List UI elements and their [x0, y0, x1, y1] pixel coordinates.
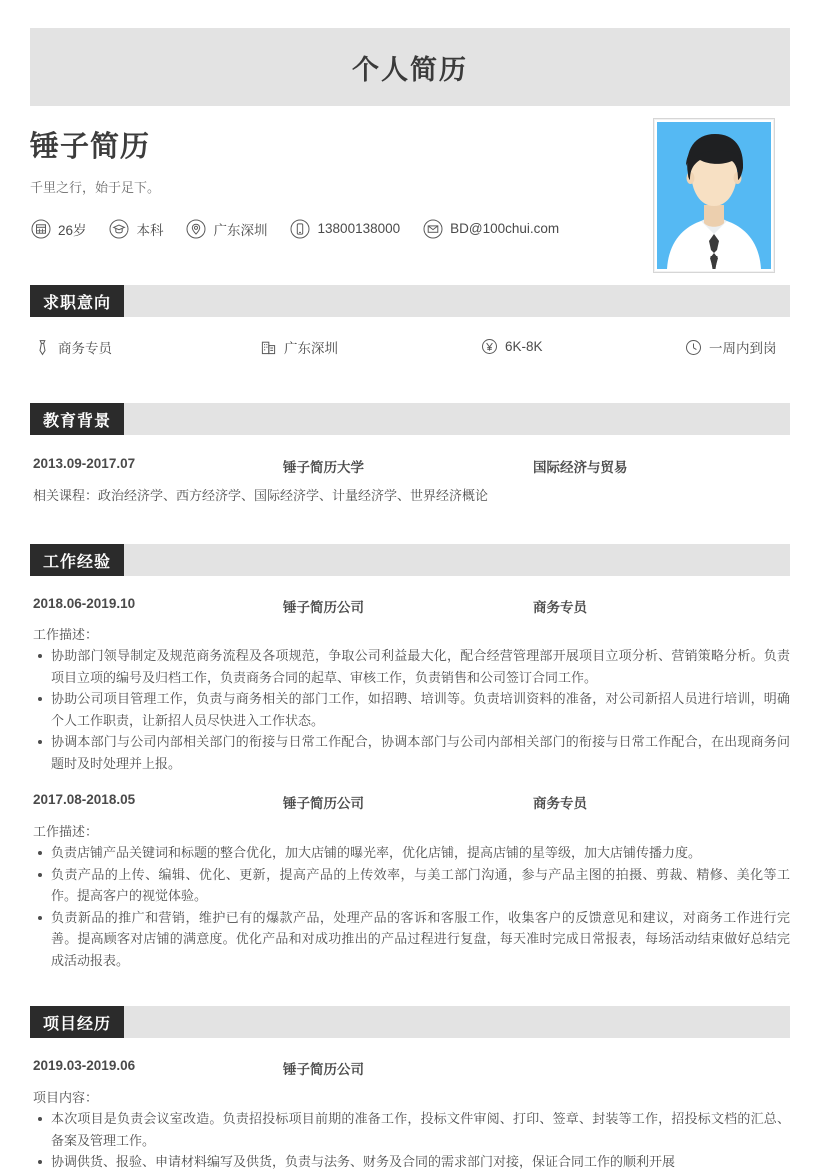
necktie-icon: [33, 338, 51, 356]
contact-value-age: 26岁: [58, 222, 87, 238]
project-desc-label: 项目内容：: [33, 1090, 99, 1105]
education-courses: 相关课程：政治经济学、西方经济学、国际经济学、计量经济学、世界经济概论: [33, 488, 489, 503]
list-item: 协助公司项目管理工作，负责与商务相关的部门工作，如招聘、培训等。负责培训资料的准备，对公司新招人员进行培训，明确个人工作职责，让新招人员尽快进入工作状态。: [33, 688, 790, 731]
work-role: 商务专员: [533, 600, 587, 615]
contact-value-degree: 本科: [136, 222, 164, 238]
phone-icon: [290, 218, 311, 239]
contact-item-location: [186, 218, 268, 239]
graduation-cap-icon: [109, 218, 130, 239]
list-item: 负责产品的上传、编辑、优化、更新，提高产品的上传效率，与美工部门沟通，参与产品主图的拍摄、剪裁、精修、美化等工作。提高客户的视觉体验。: [33, 864, 790, 907]
section-header-education: [30, 403, 790, 435]
education-entry-row: [33, 456, 790, 474]
work-role: 商务专员: [533, 796, 587, 811]
contact-item-phone: [290, 218, 401, 239]
education-major: 国际经济与贸易: [533, 460, 628, 475]
work-company: 锤子简历公司: [283, 796, 364, 811]
avatar: [653, 118, 775, 273]
education-school: 锤子简历大学: [283, 460, 364, 475]
list-item: 负责新品的推广和营销，维护已有的爆款产品，处理产品的客诉和客服工作，收集客户的反馈意见和建议，对商务工作进行完善。提高顾客对店铺的满意度。优化产品和对成功推出的产品过程进行复盘，每天准时完成日常报表，每场活动结束做好总结完成活动报表。: [33, 907, 790, 972]
contact-value-phone: 13800138000: [317, 221, 401, 236]
section-header-project: [30, 1006, 790, 1038]
avatar-image: [657, 122, 771, 269]
job-intention-city-label: 广东深圳: [284, 341, 338, 356]
work-desc-label: 工作描述：: [33, 824, 99, 839]
work-entry-row: [33, 596, 790, 614]
job-intention-salary: [480, 337, 543, 355]
job-intention-availability: [684, 337, 777, 357]
clock-icon: [684, 338, 702, 356]
job-intention-availability-label: 一周内到岗: [709, 341, 777, 356]
contact-row: [30, 218, 630, 239]
education-date: 2013.09-2017.07: [33, 456, 136, 471]
job-intention-city: [259, 337, 338, 357]
resume-title-banner: [30, 28, 790, 106]
list-item: 负责店铺产品关键词和标题的整合优化，加大店铺的曝光率，优化店铺，提高店铺的星等级，加大店铺传播力度。: [33, 842, 790, 864]
project-bullet-list: [33, 1108, 790, 1173]
section-header-work: [30, 544, 790, 576]
contact-item-degree: [109, 218, 164, 239]
contact-value-email: BD@100chui.com: [450, 221, 560, 236]
work-bullet-list: [33, 842, 790, 971]
section-header-job-intention: [30, 285, 790, 317]
contact-item-email: [422, 218, 559, 239]
work-entry-row: [33, 792, 790, 810]
project-company: 锤子简历公司: [283, 1062, 364, 1077]
work-company: 锤子简历公司: [283, 600, 364, 615]
project-date: 2019.03-2019.06: [33, 1058, 136, 1073]
building-icon: [259, 338, 277, 356]
page-title: 个人简历: [352, 54, 468, 85]
section-title-job-intention: 求职意向: [30, 285, 124, 317]
yen-coin-icon: [480, 337, 498, 355]
list-item: 协助部门领导制定及规范商务流程及各项规范，争取公司利益最大化，配合经营管理部开展项目立项分析、营销策略分析。负责项目立项的编号及归档工作，负责商务合同的起草、审核工作，负责销售和公司签订合同工作。: [33, 645, 790, 688]
work-desc-label: 工作描述：: [33, 627, 99, 642]
project-entry-row: [33, 1058, 790, 1076]
list-item: 协调本部门与公司内部相关部门的衔接与日常工作配合，协调本部门与公司内部相关部门的衔接与日常工作配合，在出现商务问题时及时处理并上报。: [33, 731, 790, 774]
candidate-tagline: 千里之行，始于足下。: [30, 180, 161, 195]
calendar-icon: [30, 218, 51, 239]
work-bullet-list: [33, 645, 790, 774]
candidate-name: 锤子简历: [30, 131, 151, 163]
list-item: 本次项目是负责会议室改造。负责招投标项目前期的准备工作，投标文件审阅、打印、签章、封装等工作，招投标文档的汇总、备案及管理工作。: [33, 1108, 790, 1151]
section-title-education: 教育背景: [30, 403, 124, 435]
work-date: 2018.06-2019.10: [33, 596, 136, 611]
location-pin-icon: [186, 218, 207, 239]
job-intention-position-label: 商务专员: [58, 341, 112, 356]
job-intention-position: [33, 337, 112, 357]
job-intention-row: [33, 337, 790, 359]
section-title-project: 项目经历: [30, 1006, 124, 1038]
section-title-work: 工作经验: [30, 544, 124, 576]
contact-item-age: [30, 218, 87, 239]
envelope-icon: [422, 218, 443, 239]
identity-block: [30, 128, 630, 239]
work-date: 2017.08-2018.05: [33, 792, 136, 807]
job-intention-salary-label: 6K-8K: [505, 338, 543, 354]
contact-value-location: 广东深圳: [213, 222, 268, 238]
list-item: 协调供货、报验、申请材料编写及供货，负责与法务、财务及合同的需求部门对接，保证合同工作的顺利开展: [33, 1151, 790, 1173]
